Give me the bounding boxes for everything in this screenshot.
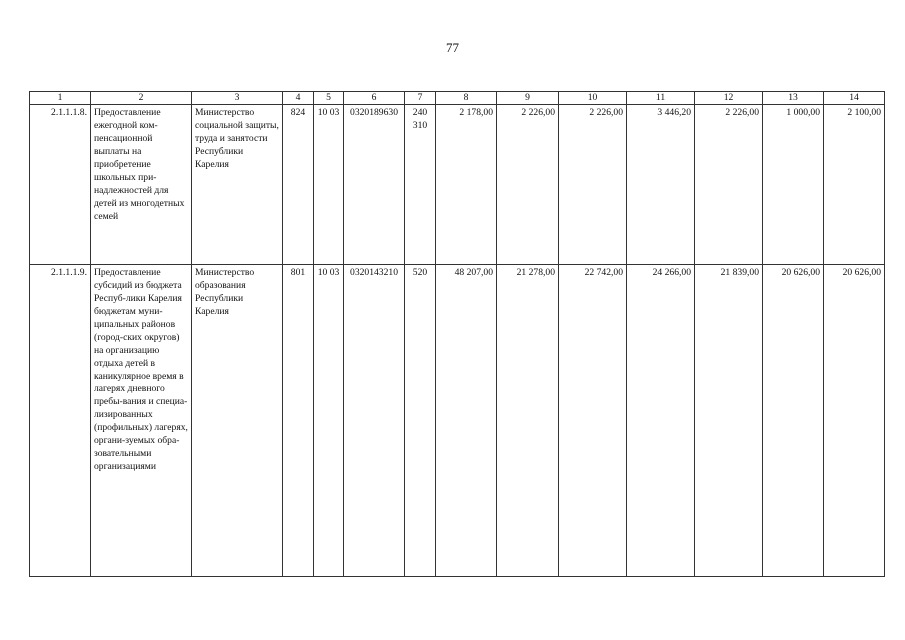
item-description: Предоставление субсидий из бюджета Респуб-лики Карелия бюджетам муни-ципальных районов (город-ских округов) на организацию отдыха детей в каникулярное время в лагерях дневного пребы-вания и специа-лизированных (профильных) лагерях, органи-зуемых обра-зовательными организациями — [91, 265, 192, 577]
column-header: 11 — [627, 92, 695, 105]
page-number: 77 — [446, 40, 459, 55]
column-header: 14 — [824, 92, 885, 105]
amount-cell: 1 000,00 — [763, 105, 824, 265]
amount-cell: 2 178,00 — [436, 105, 497, 265]
expense-type-code: 240 310 — [405, 105, 436, 265]
table-row — [30, 105, 885, 265]
amount-cell: 2 226,00 — [559, 105, 627, 265]
section-code: 10 03 — [314, 265, 344, 577]
responsible-ministry: Министерство социальной защиты, труда и занятости Республики Карелия — [192, 105, 283, 265]
amount-cell: 20 626,00 — [763, 265, 824, 577]
column-header: 10 — [559, 92, 627, 105]
column-header: 4 — [283, 92, 314, 105]
expense-type-code: 520 — [405, 265, 436, 577]
amount-cell: 20 626,00 — [824, 265, 885, 577]
column-header: 12 — [695, 92, 763, 105]
amount-cell: 21 278,00 — [497, 265, 559, 577]
table-row — [30, 265, 885, 577]
amount-cell: 2 100,00 — [824, 105, 885, 265]
responsible-ministry: Министерство образования Республики Карелия — [192, 265, 283, 577]
amount-cell: 21 839,00 — [695, 265, 763, 577]
amount-cell: 3 446,20 — [627, 105, 695, 265]
amount-cell: 22 742,00 — [559, 265, 627, 577]
item-description: Предоставление ежегодной ком-пенсационной выплаты на приобретение школьных при-надлежностей для детей из многодетных семей — [91, 105, 192, 265]
target-article-code: 0320143210 — [344, 265, 405, 577]
column-header: 7 — [405, 92, 436, 105]
section-code: 10 03 — [314, 105, 344, 265]
column-header: 9 — [497, 92, 559, 105]
column-header: 6 — [344, 92, 405, 105]
ministry-code: 824 — [283, 105, 314, 265]
column-header: 5 — [314, 92, 344, 105]
header-row — [30, 92, 885, 105]
amount-cell: 48 207,00 — [436, 265, 497, 577]
budget-table — [29, 91, 885, 577]
target-article-code: 0320189630 — [344, 105, 405, 265]
amount-cell: 2 226,00 — [497, 105, 559, 265]
ministry-code: 801 — [283, 265, 314, 577]
column-header: 1 — [30, 92, 91, 105]
column-header: 2 — [91, 92, 192, 105]
column-header: 8 — [436, 92, 497, 105]
amount-cell: 24 266,00 — [627, 265, 695, 577]
column-header: 13 — [763, 92, 824, 105]
column-header: 3 — [192, 92, 283, 105]
item-number: 2.1.1.1.8. — [30, 105, 91, 265]
amount-cell: 2 226,00 — [695, 105, 763, 265]
item-number: 2.1.1.1.9. — [30, 265, 91, 577]
